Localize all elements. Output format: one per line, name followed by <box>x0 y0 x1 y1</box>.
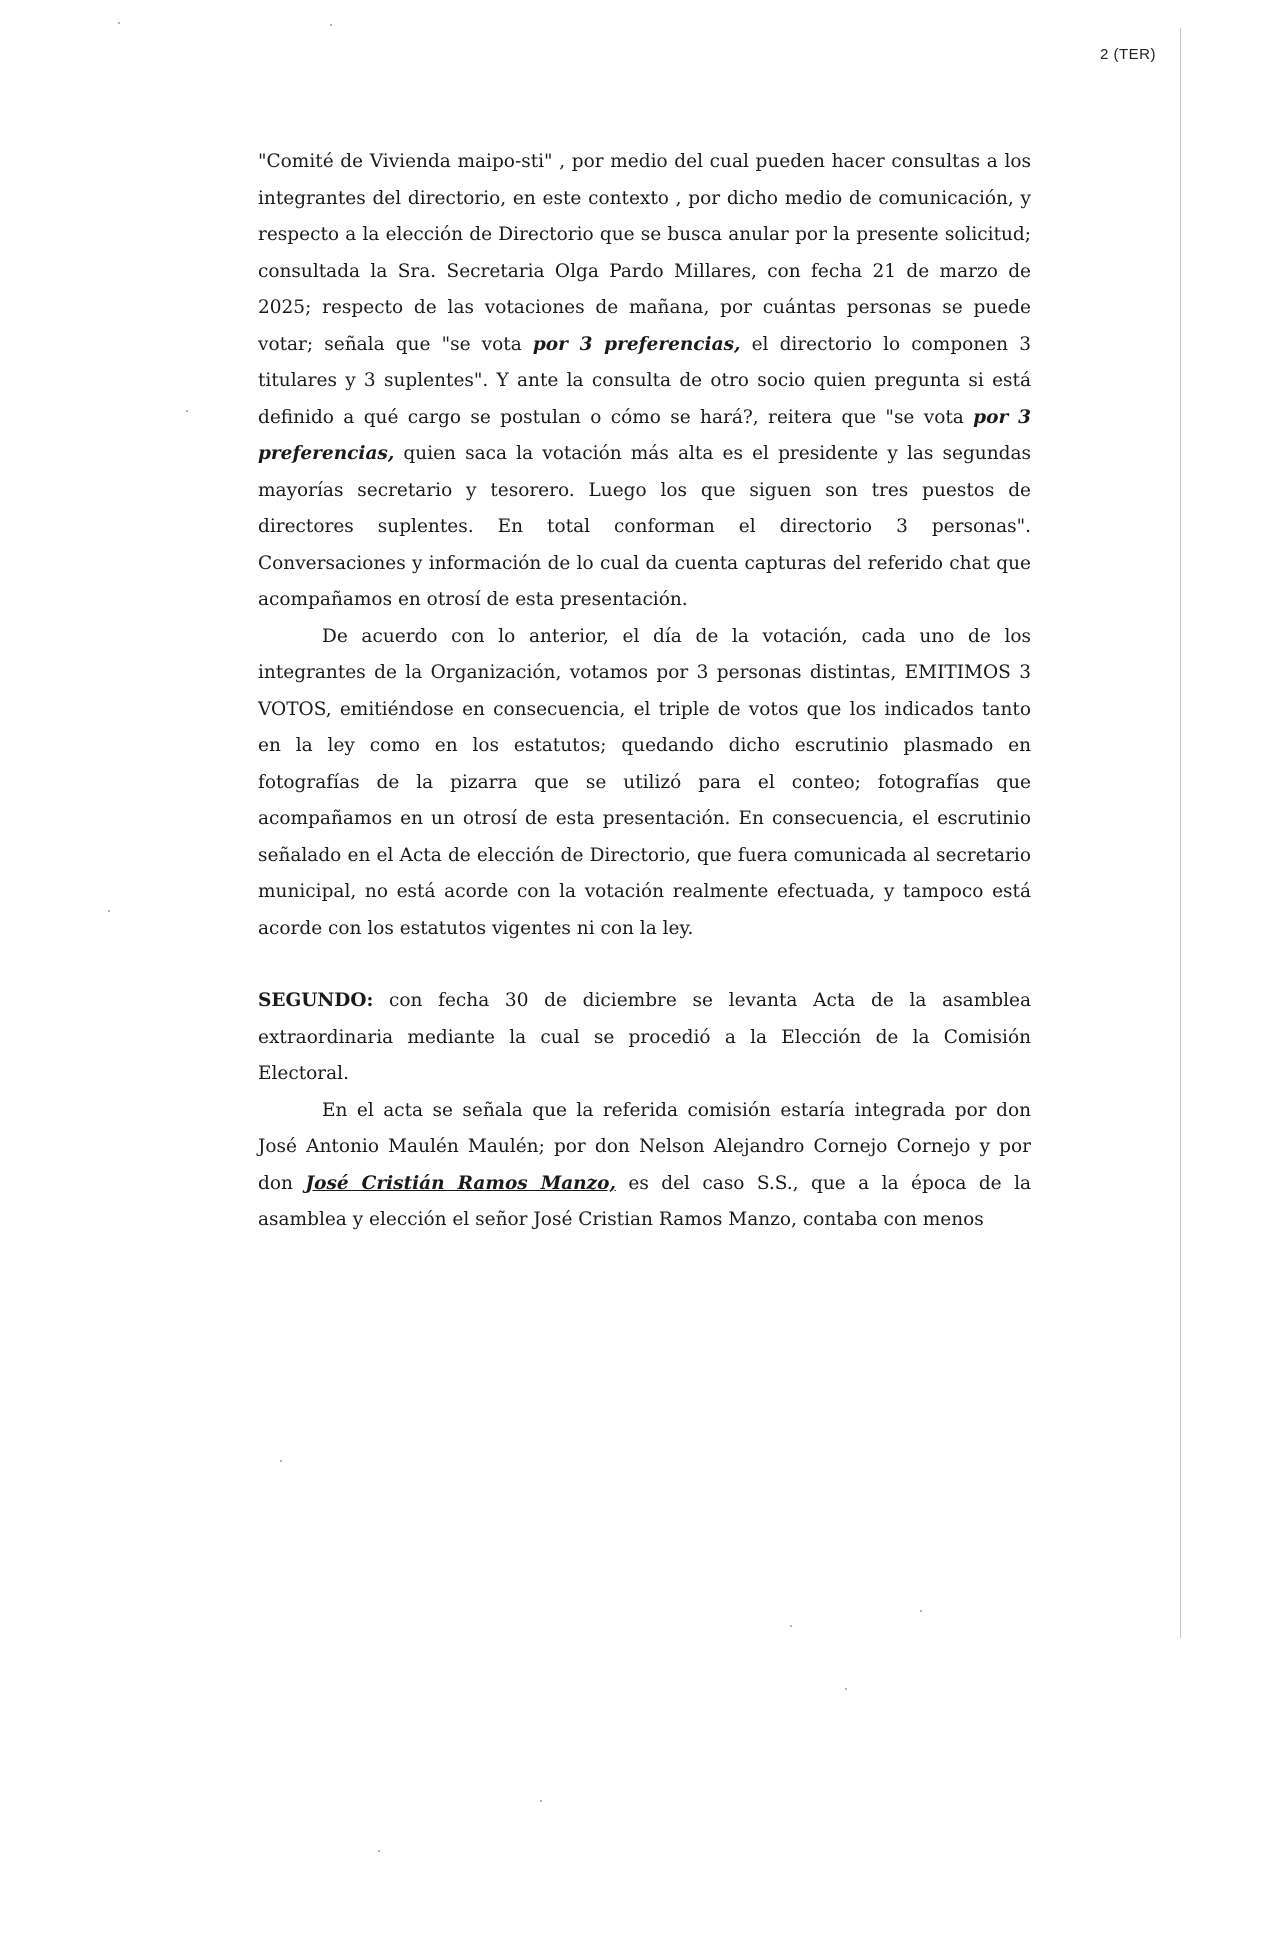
section-heading-segundo: SEGUNDO: <box>258 990 374 1011</box>
scan-speck <box>540 1800 542 1802</box>
emphasis-preferencias: por 3 preferencias, <box>258 406 1031 464</box>
scan-speck <box>378 1850 380 1852</box>
scan-speck <box>330 24 332 26</box>
scan-speck <box>118 22 120 24</box>
emphasis-preferencias: por 3 preferencias, <box>532 333 741 355</box>
scan-speck <box>108 910 110 912</box>
paragraph-text: es del caso S.S., que a la época de la asamblea y elección el señor José Cristian Ramos Manzo, contaba con menos <box>258 1172 1032 1230</box>
document-body <box>258 144 1031 1239</box>
scan-margin-line <box>1180 28 1181 1638</box>
paragraph-comision <box>258 1093 1031 1239</box>
paragraph-text: el directorio lo componen 3 titulares y 3 suplentes". Y ante la consulta de otro socio quien pregunta si está definido a qué cargo se postulan o cómo se hará?, reitera que "se vota <box>258 333 1031 428</box>
scan-speck <box>845 1688 847 1690</box>
paragraph-text: "Comité de Vivienda maipo-sti" , por medio del cual pueden hacer consultas a los integrantes del directorio, en este contexto , por dicho medio de comunicación, y respecto a la elección de Directorio que se busca anular por la presente solicitud; consultada la Sra. Secretaria Olga Pardo Millares, con fecha 21 de marzo de 2025; respecto de las votaciones de mañana, por cuántas personas se puede votar; señala que "se vota <box>258 151 1031 355</box>
paragraph-segundo <box>258 983 1031 1093</box>
paragraph-text: con fecha 30 de diciembre se levanta Acta de la asamblea extraordinaria mediante la cual se procedió a la Elección de la Comisión Electoral. <box>258 990 1031 1084</box>
paragraph-text: quien saca la votación más alta es el presidente y las segundas mayorías secretario y tesorero. Luego los que siguen son tres puestos de directores suplentes. En total conforman el directorio 3 personas". Conversaciones y información de lo cual da cuenta capturas del referido chat que acompañamos en otrosí de esta presentación. <box>258 443 1031 610</box>
scan-speck <box>280 1460 282 1462</box>
underlined-name: José Cristián Ramos Manzo, <box>305 1172 616 1194</box>
scan-speck <box>920 1610 922 1612</box>
paragraph-text: En el acta se señala que la referida comisión estaría integrada por don José Antonio Maulén Maulén; por don Nelson Alejandro Cornejo Cornejo y por don <box>258 1099 1031 1194</box>
paragraph-comite-chat <box>258 144 1031 619</box>
scan-speck <box>186 410 188 412</box>
page-number: 2 (TER) <box>1100 46 1156 63</box>
section-spacer <box>258 947 1031 983</box>
scan-speck <box>790 1625 792 1627</box>
paragraph-votacion: De acuerdo con lo anterior, el día de la votación, cada uno de los integrantes de la Organización, votamos por 3 personas distintas, EMITIMOS 3 VOTOS, emitiéndose en consecuencia, el triple de votos que los indicados tanto en la ley como en los estatutos; quedando dicho escrutinio plasmado en fotografías de la pizarra que se utilizó para el conteo; fotografías que acompañamos en un otrosí de esta presentación. En consecuencia, el escrutinio señalado en el Acta de elección de Directorio, que fuera comunicada al secretario municipal, no está acorde con la votación realmente efectuada, y tampoco está acorde con los estatutos vigentes ni con la ley. <box>258 625 1031 939</box>
